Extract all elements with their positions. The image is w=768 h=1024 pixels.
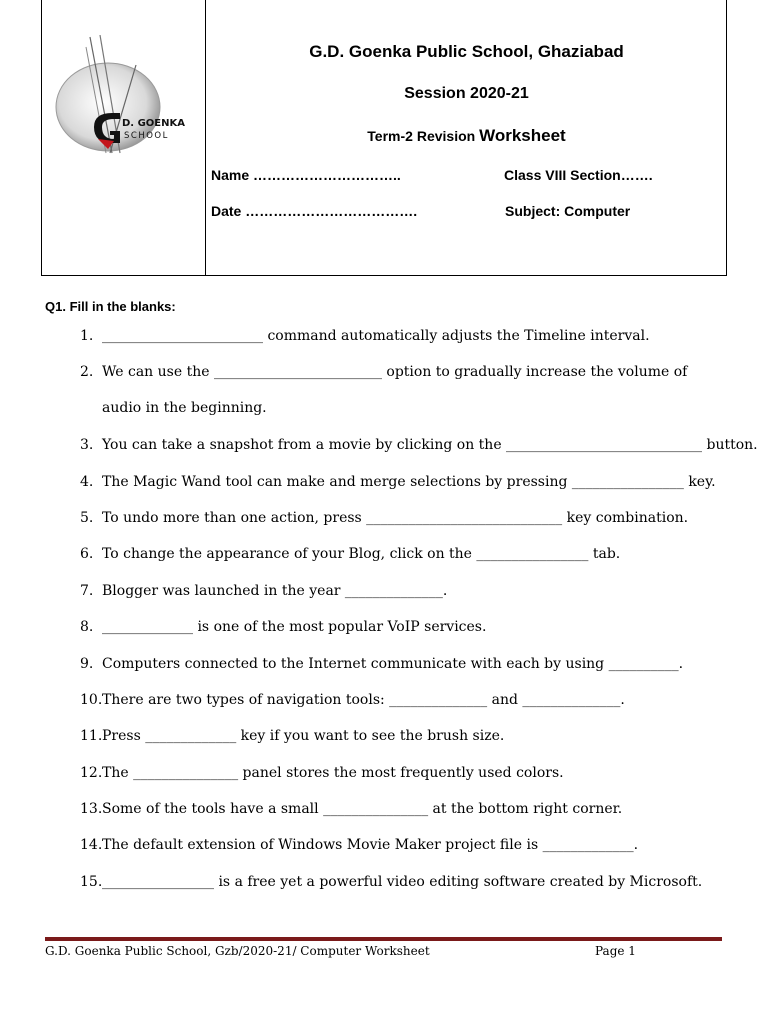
list-item: 11. Press _____________ key if you want to see the brush size. (80, 728, 505, 745)
list-item: 2. We can use the ________________________ option to gradually increase the volume of audio in the beginning. (80, 364, 688, 417)
list-item: 3. You can take a snapshot from a movie by clicking on the ____________________________ button. (80, 437, 758, 454)
question-1-title: Q1. Fill in the blanks: (45, 299, 176, 314)
list-item: 15. ________________ is a free yet a powerful video editing software created by Microsoft. (80, 873, 703, 890)
list-item: 9. Computers connected to the Internet communicate with each by using __________. (80, 655, 684, 672)
subject-field: Subject: Computer (505, 203, 631, 219)
page-number: Page 1 (595, 944, 636, 958)
class-section-field: Class VIII Section……. (504, 167, 653, 183)
school-name: G.D. Goenka Public School, Ghaziabad (309, 42, 624, 61)
footer-divider (45, 937, 722, 941)
footer-text: G.D. Goenka Public School, Gzb/2020-21/ Computer Worksheet (45, 944, 430, 958)
school-logo-icon (50, 35, 200, 155)
logo-text-main: D. GOENKA (122, 118, 185, 129)
list-item: 5. To undo more than one action, press ____________________________ key combination. (80, 509, 689, 526)
list-item: 8. _____________ is one of the most popular VoIP services. (80, 619, 487, 636)
list-item: 14. The default extension of Windows Movie Maker project file is _____________. (80, 837, 639, 854)
list-item: 4. The Magic Wand tool can make and merge selections by pressing ________________ key. (80, 473, 716, 490)
list-item: 10. There are two types of navigation tools: ______________ and ______________. (80, 691, 625, 708)
session-title: Session 2020-21 (404, 85, 529, 102)
list-item: 6. To change the appearance of your Blog, click on the ________________ tab. (80, 546, 621, 563)
list-item: 1. _______________________ command automatically adjusts the Timeline interval. (80, 328, 650, 344)
list-item: 13. Some of the tools have a small _______________ at the bottom right corner. (80, 801, 623, 818)
list-item: 7. Blogger was launched in the year ______________. (80, 582, 448, 599)
worksheet-title (206, 126, 727, 146)
fill-in-blanks-list (80, 326, 758, 908)
logo-text-sub: SCHOOL (124, 131, 169, 141)
date-field: Date ………………………………. (211, 203, 418, 219)
logo-cell (42, 0, 206, 275)
term-prefix: Term-2 Revision (367, 128, 476, 144)
worksheet-label: Worksheet (479, 126, 566, 145)
list-item: 12. The _______________ panel stores the most frequently used colors. (80, 764, 564, 781)
name-field: Name ………………………….. (211, 167, 401, 183)
